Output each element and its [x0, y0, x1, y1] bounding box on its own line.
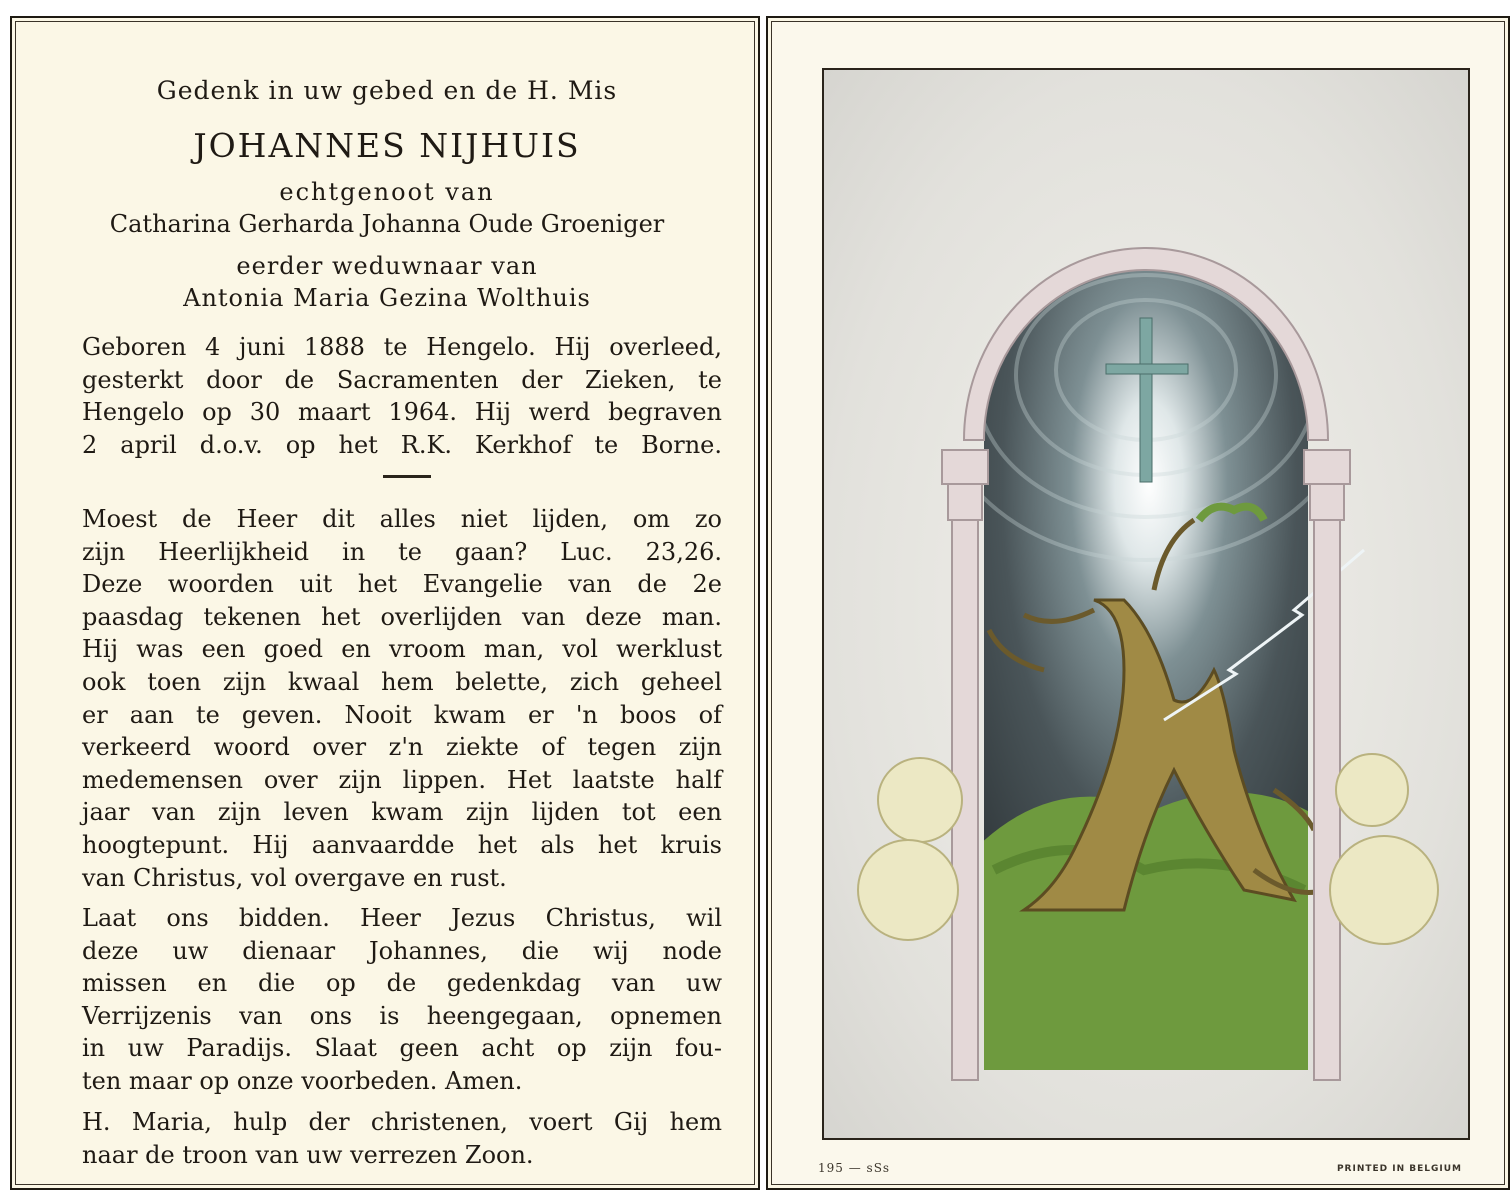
storm-tree-cross-illustration	[824, 70, 1468, 1138]
text-line: Deze woorden uit het Evangelie van de 2e	[82, 570, 722, 599]
illustration-frame	[822, 68, 1470, 1140]
text-line: verkeerd woord over z'n ziekte of tegen zijn	[82, 733, 722, 762]
text-line: naar de troon van uw verrezen Zoon.	[82, 1140, 534, 1169]
maria-prayer-paragraph	[82, 1106, 722, 1171]
text-line: medemensen over zijn lippen. Het laatste half	[82, 765, 722, 794]
text-line: van Christus, vol overgave en rust.	[82, 863, 507, 892]
text-line: deze uw dienaar Johannes, die wij node	[82, 936, 722, 965]
text-line: Verrijzenis van ons is heengegaan, opnemen	[82, 1001, 722, 1030]
print-code: 195 — sSs	[818, 1161, 891, 1175]
text-line: Geboren 4 juni 1888 te Hengelo. Hij overleed,	[82, 333, 722, 361]
previous-spouse-label: eerder weduwnaar van	[236, 252, 538, 280]
text-line: 2 april d.o.v. op het R.K. Kerkhof te Borne.	[82, 430, 722, 459]
spouse-label: echtgenoot van	[279, 178, 495, 206]
text-line: in uw Paradijs. Slaat geen acht op zijn fou-	[82, 1034, 722, 1063]
spouse-name: Catharina Gerharda Johanna Oude Groeniger	[109, 210, 665, 238]
section-divider	[383, 475, 431, 478]
prayer-paragraph	[82, 902, 722, 1098]
text-line: jaar van zijn leven kwam zijn lijden tot een	[82, 798, 722, 827]
text-line: ten maar op onze voorbeden. Amen.	[82, 1066, 523, 1095]
text-line: Moest de Heer dit alles niet lijden, om zo	[82, 505, 722, 533]
previous-spouse-name: Antonia Maria Gezina Wolthuis	[183, 284, 591, 312]
biography-paragraph	[82, 331, 722, 461]
text-line: Hij was een goed en vroom man, vol werklust	[82, 635, 722, 664]
text-line: zijn Heerlijkheid in te gaan? Luc. 23,26.	[82, 537, 722, 566]
deceased-name: JOHANNES NIJHUIS	[193, 126, 581, 165]
text-line: H. Maria, hulp der christenen, voert Gij hem	[82, 1108, 722, 1136]
devotional-picture-card	[766, 16, 1510, 1190]
text-line: ook toen zijn kwaal hem belette, zich geheel	[82, 667, 722, 696]
text-line: Hengelo op 30 maart 1964. Hij werd begraven	[82, 398, 722, 427]
text-line: paasdag tekenen het overlijden van deze man.	[82, 602, 722, 631]
memorial-text-card	[10, 16, 760, 1190]
gospel-paragraph	[82, 503, 722, 894]
intro-line: Gedenk in uw gebed en de H. Mis	[156, 76, 618, 105]
printer-note: PRINTED IN BELGIUM	[1336, 1164, 1462, 1174]
text-line: Laat ons bidden. Heer Jezus Christus, wil	[82, 904, 722, 932]
text-line: er aan te geven. Nooit kwam er 'n boos of	[82, 700, 722, 729]
text-line: missen en die op de gedenkdag van uw	[82, 969, 722, 998]
text-line: gesterkt door de Sacramenten der Zieken, te	[82, 365, 722, 394]
text-line: hoogtepunt. Hij aanvaardde het als het kruis	[82, 830, 722, 859]
